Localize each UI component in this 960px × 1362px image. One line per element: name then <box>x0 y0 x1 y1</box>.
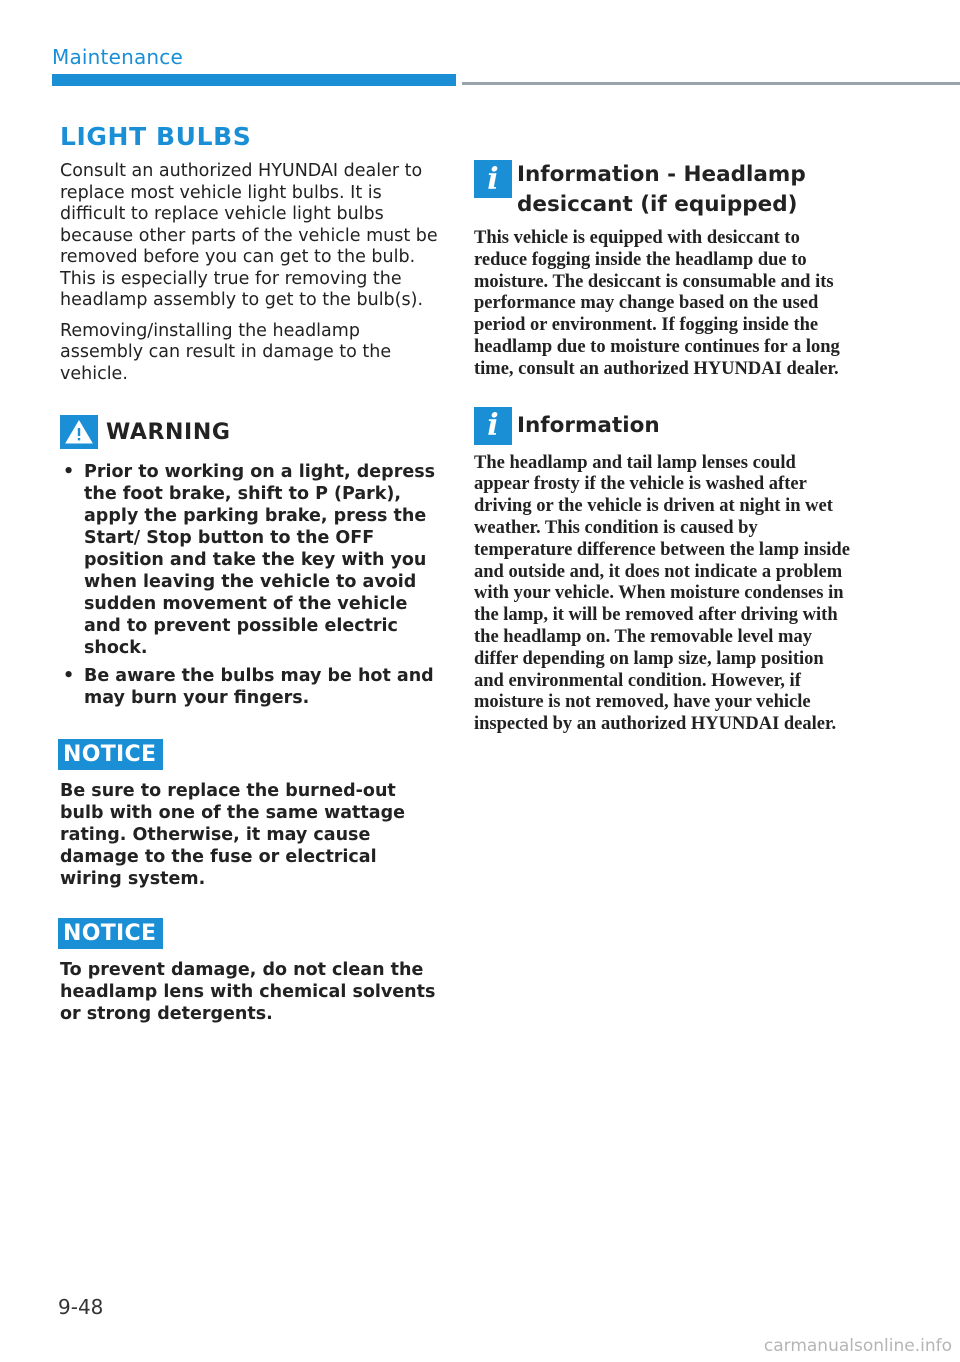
info-text: The headlamp and tail lamp lenses could appear frosty if the vehicle is washed after driving or the vehicle is driven at night in wet weather. This condition is caused by temperature difference between the lamp inside and outside and, it does not indicate a problem with your vehicle. When moisture condenses in the lamp, it will be removed after driving with the headlamp on. The removable level may differ depending on lamp size, lamp position and environmental condition. However, if moisture is not removed, have your vehicle inspected by an authorized HYUNDAI dealer. <box>474 452 850 735</box>
info-title-line: desiccant (if equipped) <box>517 192 798 217</box>
warning-label: WARNING <box>106 419 231 445</box>
warning-header <box>60 415 440 449</box>
warning-item-text: Prior to working on a light, depress the foot brake, shift to P (Park), apply the parking brake, press the Start/ Stop button to the OFF position and take the key with you when leaving the vehicle to avoid sudden movement of the vehicle and to prevent possible electric shock. <box>84 462 436 658</box>
notice-text: Be sure to replace the burned-out bulb with one of the same wattage rating. Otherwise, it may cause damage to the fuse or electrical wiring system. <box>60 781 405 889</box>
info-block-frosty-lenses <box>474 407 854 736</box>
warning-item: • Prior to working on a light, depress the foot brake, shift to P (Park), apply the parking brake, press the Start/ Stop button to the OFF position and take the key with you when leaving the vehicle to avoid sudden movement of the vehicle and to prevent possible electric shock. <box>63 462 436 658</box>
info-header <box>474 407 854 445</box>
notice-block <box>60 715 440 890</box>
removal-paragraph: Removing/installing the headlamp assembly can result in damage to the vehicle. <box>60 320 392 384</box>
info-icon: i <box>474 407 512 445</box>
warning-item: • Be aware the bulbs may be hot and may burn your fingers. <box>63 666 434 708</box>
page-title: LIGHT BULBS <box>60 122 252 151</box>
notice-block <box>60 894 440 1025</box>
info-block-desiccant <box>474 160 854 381</box>
info-title-line: Information - Headlamp <box>517 162 806 187</box>
info-header <box>474 160 854 220</box>
page-number: 9-48 <box>58 1295 104 1319</box>
right-column <box>474 160 854 762</box>
left-column <box>60 122 440 1025</box>
header-accent-bar <box>52 74 456 86</box>
section-title-maintenance: Maintenance <box>52 45 183 69</box>
watermark: carmanualsonline.info <box>763 1336 952 1356</box>
info-title <box>517 160 806 220</box>
info-text: This vehicle is equipped with desiccant to reduce fogging inside the headlamp due to moisture. The desiccant is consumable and its performance may change based on the used period or environment. If fogging inside the headlamp due to moisture continues for a long time, consult an authorized HYUNDAI dealer. <box>474 228 840 379</box>
header-rule <box>462 82 960 85</box>
notice-text: To prevent damage, do not clean the headlamp lens with chemical solvents or strong detergents. <box>60 960 436 1024</box>
notice-badge: NOTICE <box>58 739 163 770</box>
info-icon: i <box>474 160 512 198</box>
notice-badge: NOTICE <box>58 918 163 949</box>
warning-list <box>60 461 440 709</box>
warning-triangle-icon <box>60 415 98 449</box>
info-title: Information <box>517 412 660 438</box>
warning-item-text: Be aware the bulbs may be hot and may burn your fingers. <box>84 666 434 708</box>
intro-paragraph: Consult an authorized HYUNDAI dealer to replace most vehicle light bulbs. It is difficult to replace vehicle light bulbs because other parts of the vehicle must be removed before you can get to the bulb. This is especially true for removing the headlamp assembly to get to the bulb(s). <box>60 161 438 310</box>
